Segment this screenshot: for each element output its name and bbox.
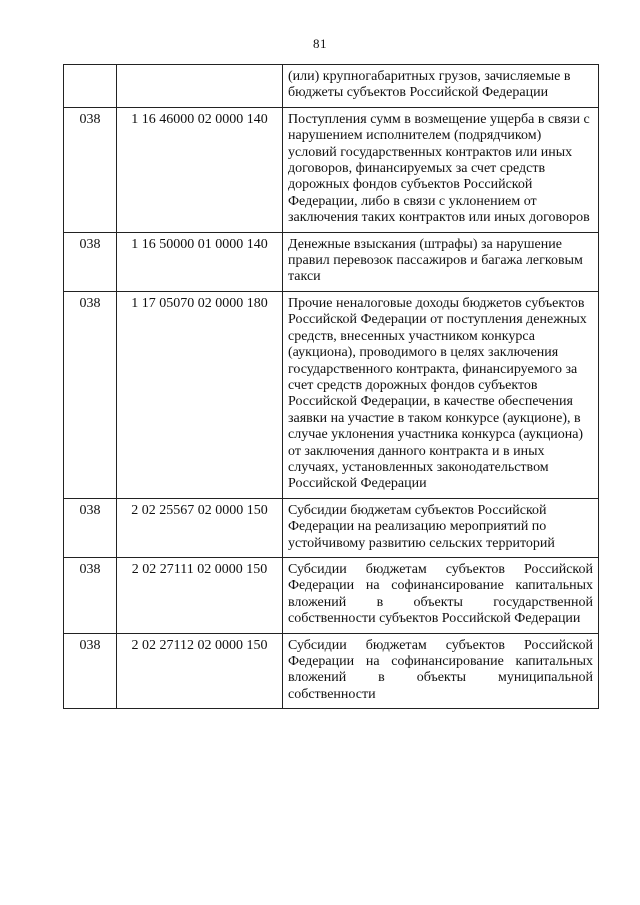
table-row bbox=[64, 107, 599, 232]
budget-code-cell: 1 16 50000 01 0000 140 bbox=[117, 232, 283, 291]
description-cell: Денежные взыскания (штрафы) за нарушение правил перевозок пассажиров и багажа легковым такси bbox=[283, 232, 599, 291]
description-cell: Прочие неналоговые доходы бюджетов субъектов Российской Федерации от поступления денежных средств, внесенных участником конкурса (аукциона), проводимого в целях заключения государственного контракта, финансируемого за счет средств дорожных фондов субъектов Российской Федерации, в качестве обеспечения заявки на участие в таком конкурсе (аукционе), в случае уклонения участника конкурса (аукциона) от заключения данного контракта и в иных случаях, установленных законодательством Российской Федерации bbox=[283, 291, 599, 498]
page-number: 81 bbox=[313, 36, 327, 51]
description-cell: Субсидии бюджетам субъектов Российской Федерации на софинансирование капитальных вложений в объекты государственной собственности субъектов Российской Федерации bbox=[283, 557, 599, 633]
table-row bbox=[64, 498, 599, 557]
table-row bbox=[64, 557, 599, 633]
admin-code-cell: 038 bbox=[64, 232, 117, 291]
description-cell: Поступления сумм в возмещение ущерба в связи с нарушением исполнителем (подрядчиком) условий государственных контрактов или иных договоров, финансируемых за счет средств дорожных фондов субъектов Российской Федерации, либо в связи с уклонением от заключения таких контрактов или иных договоров bbox=[283, 107, 599, 232]
table-row bbox=[64, 65, 599, 108]
admin-code-cell bbox=[64, 65, 117, 108]
budget-code-cell: 2 02 27112 02 0000 150 bbox=[117, 633, 283, 709]
description-cell: Субсидии бюджетам субъектов Российской Федерации на софинансирование капитальных вложений в объекты муниципальной собственности bbox=[283, 633, 599, 709]
description-cell: (или) крупногабаритных грузов, зачисляемые в бюджеты субъектов Российской Федерации bbox=[283, 65, 599, 108]
budget-code-cell: 1 17 05070 02 0000 180 bbox=[117, 291, 283, 498]
budget-code-cell: 2 02 27111 02 0000 150 bbox=[117, 557, 283, 633]
budget-code-cell bbox=[117, 65, 283, 108]
table-row bbox=[64, 232, 599, 291]
budget-code-cell: 2 02 25567 02 0000 150 bbox=[117, 498, 283, 557]
admin-code-cell: 038 bbox=[64, 498, 117, 557]
table-row bbox=[64, 291, 599, 498]
description-cell: Субсидии бюджетам субъектов Российской Федерации на реализацию мероприятий по устойчивому развитию сельских территорий bbox=[283, 498, 599, 557]
budget-code-cell: 1 16 46000 02 0000 140 bbox=[117, 107, 283, 232]
admin-code-cell: 038 bbox=[64, 633, 117, 709]
admin-code-cell: 038 bbox=[64, 557, 117, 633]
admin-code-cell: 038 bbox=[64, 291, 117, 498]
admin-code-cell: 038 bbox=[64, 107, 117, 232]
budget-codes-table bbox=[63, 64, 599, 709]
table-row bbox=[64, 633, 599, 709]
